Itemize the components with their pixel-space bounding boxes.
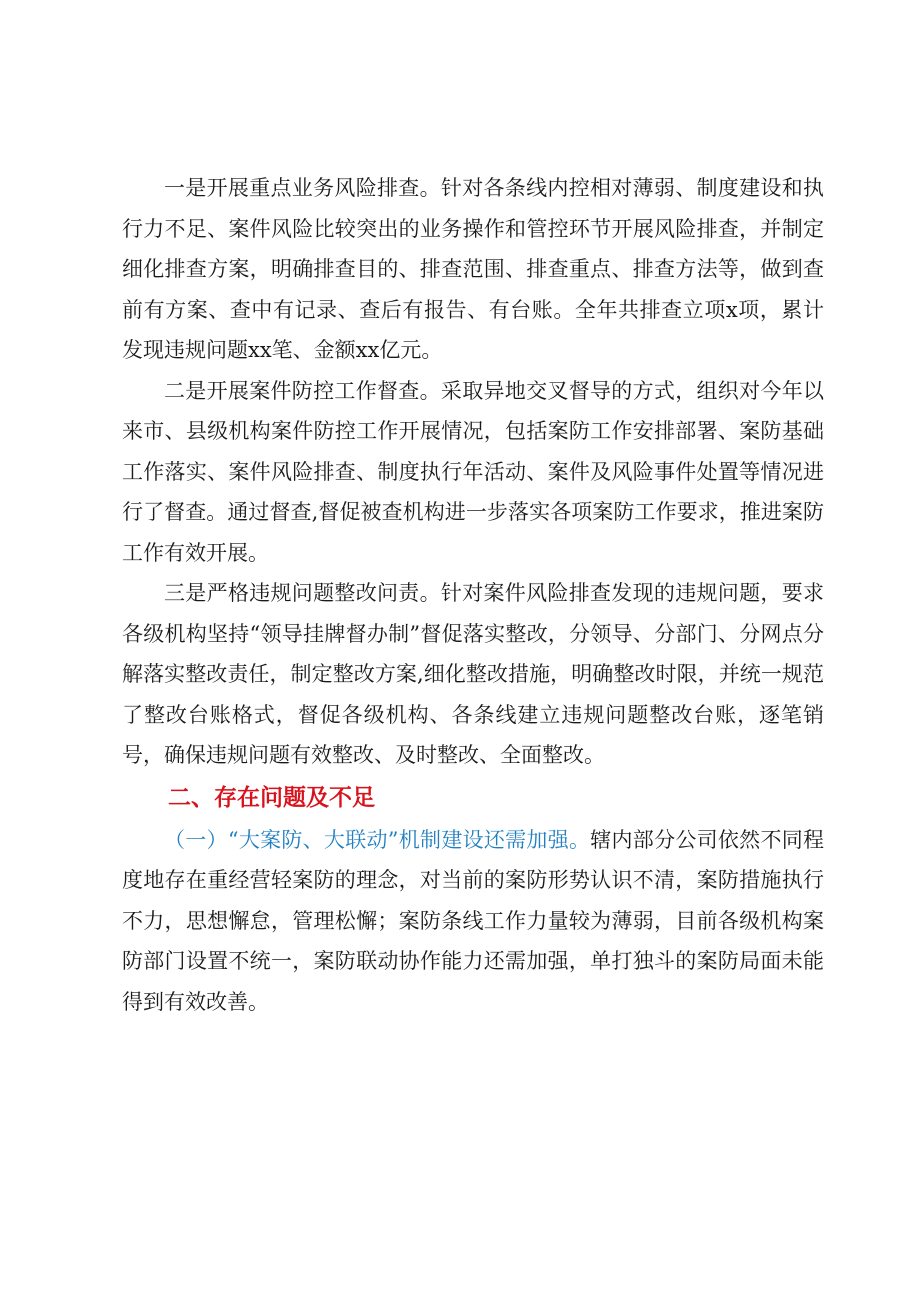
subsection-title: （一）“大案防、大联动”机制建设还需加强。: [164, 827, 591, 852]
paragraph-rectification: 三是严格违规问题整改问责。针对案件风险排查发现的违规问题，要求各级机构坚持“领导挂牌督办制”督促落实整改，分领导、分部门、分网点分解落实整改责任，制定整改方案,细化整改措施，明确整改时限，并统一规范了整改台账格式，督促各级机构、各条线建立违规问题整改台账，逐笔销号，确保违规问题有效整改、及时整改、全面整改。: [122, 581, 824, 767]
paragraph-risk-screening: 一是开展重点业务风险排查。针对各条线内控相对薄弱、制度建设和执行力不足、案件风险比较突出的业务操作和管控环节开展风险排查，并制定细化排查方案，明确排查目的、排查范围、排查重点、排查方法等，做到查前有方案、查中有记录、查后有报告、有台账。全年共排查立项x项，累计发现违规问题xx笔、金额xx亿元。: [122, 176, 824, 362]
subsection-body: 辖内部分公司依然不同程度地存在重经营轻案防的理念，对当前的案防形势认识不清，案防措施执行不力，思想懈怠，管理松懈；案防条线工作力量较为薄弱，目前各级机构案防部门设置不统一，案防联动协作能力还需加强，单打独斗的案防局面未能得到有效改善。: [122, 827, 824, 1014]
section-heading: 二、存在问题及不足: [168, 784, 375, 811]
paragraph-supervision: 二是开展案件防控工作督查。采取异地交叉督导的方式，组织对今年以来市、县级机构案件防控工作开展情况，包括案防工作安排部署、案防基础工作落实、案件风险排查、制度执行年活动、案件及风险事件处置等情况进行了督查。通过督查,督促被查机构进一步落实各项案防工作要求，推进案防工作有效开展。: [122, 378, 824, 565]
document-body: [122, 168, 824, 1022]
subsection-paragraph: [122, 820, 824, 1023]
